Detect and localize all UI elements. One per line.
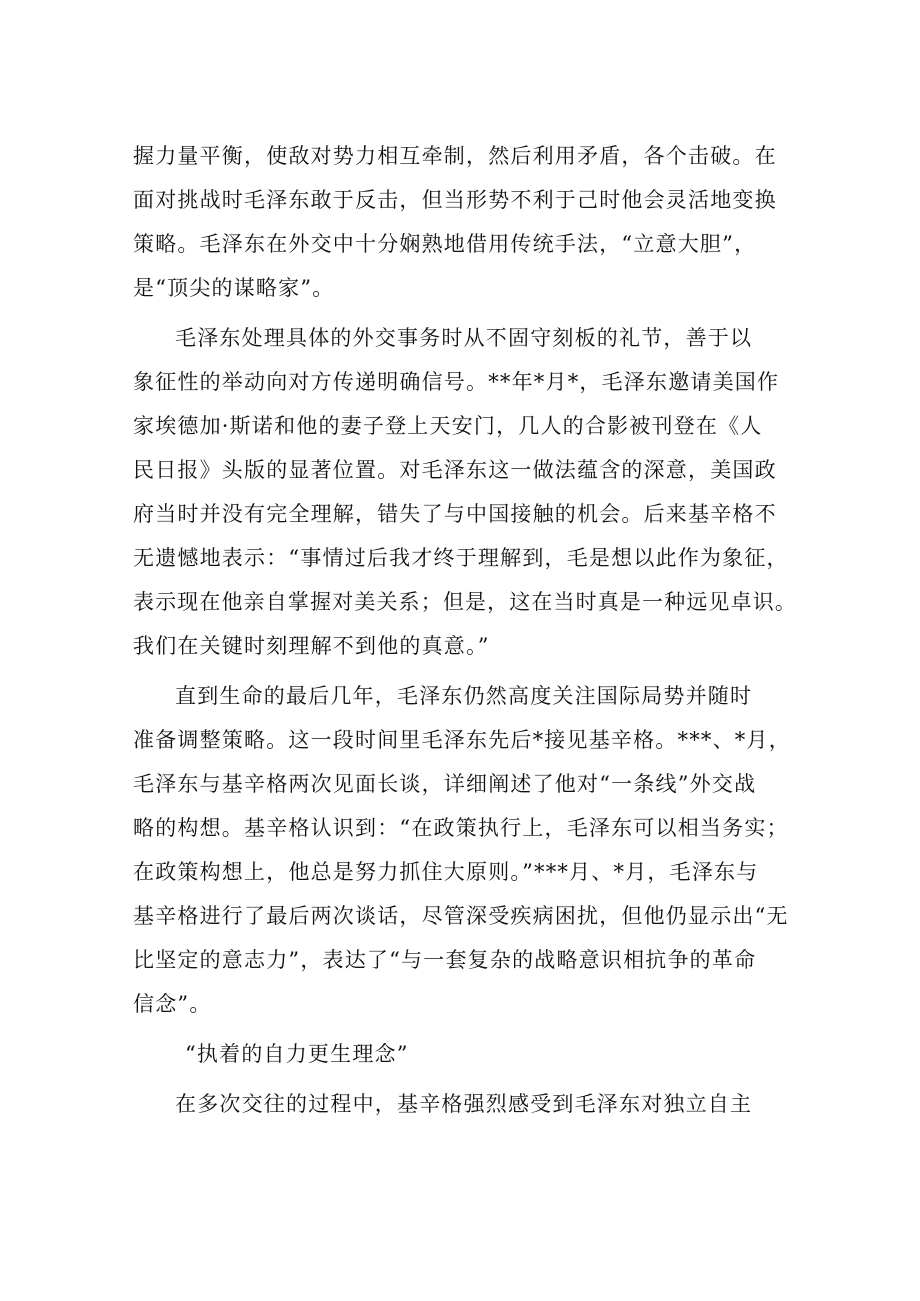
section-heading-line: “执着的自力更生理念” <box>185 1042 409 1066</box>
paragraph-3-line: 略的构想。基辛格认识到：“在政策执行上，毛泽东可以相当务实； <box>133 816 789 840</box>
paragraph-3-line: 基辛格进行了最后两次谈话，尽管深受疾病困扰，但他仍显示出“无 <box>133 904 789 928</box>
paragraph-3-line: 直到生命的最后几年，毛泽东仍然高度关注国际局势并随时 <box>175 684 753 708</box>
paragraph-2-line: 家埃德加·斯诺和他的妻子登上天安门，几人的合影被刊登在《人 <box>133 414 763 438</box>
paragraph-2-line: 象征性的举动向对方传递明确信号。**年*月*，毛泽东邀请美国作 <box>133 370 780 394</box>
paragraph-3-line: 在政策构想上，他总是努力抓住大原则。”***月、*月，毛泽东与 <box>133 860 759 884</box>
paragraph-3-line: 准备调整策略。这一段时间里毛泽东先后*接见基辛格。***、*月， <box>133 728 791 752</box>
paragraph-4-line: 在多次交往的过程中，基辛格强烈感受到毛泽东对独立自主 <box>175 1092 753 1116</box>
paragraph-2-line: 毛泽东处理具体的外交事务时从不固守刻板的礼节，善于以 <box>175 326 753 350</box>
paragraph-1-line: 握力量平衡，使敌对势力相互牵制，然后利用矛盾，各个击破。在 <box>133 144 777 168</box>
paragraph-1-line: 面对挑战时毛泽东敢于反击，但当形势不利于己时他会灵活地变换 <box>133 188 777 212</box>
paragraph-3-line: 比坚定的意志力”，表达了“与一套复杂的战略意识相抗争的革命 <box>133 948 757 972</box>
paragraph-2-line: 表示现在他亲自掌握对美关系；但是，这在当时真是一种远见卓识。 <box>133 590 798 614</box>
paragraph-1-line: 是“顶尖的谋略家”。 <box>133 276 335 300</box>
paragraph-2-line: 无遗憾地表示：“事情过后我才终于理解到，毛是想以此作为象征， <box>133 546 789 570</box>
paragraph-2-line: 我们在关键时刻理解不到他的真意。” <box>133 634 490 658</box>
paragraph-1-line: 策略。毛泽东在外交中十分娴熟地借用传统手法，“立意大胆”， <box>133 232 757 256</box>
paragraph-2-line: 府当时并没有完全理解，错失了与中国接触的机会。后来基辛格不 <box>133 502 777 526</box>
paragraph-3-line: 毛泽东与基辛格两次见面长谈，详细阐述了他对“一条线”外交战 <box>133 772 757 796</box>
paragraph-3-line: 信念”。 <box>133 992 212 1016</box>
paragraph-2-line: 民日报》头版的显著位置。对毛泽东这一做法蕴含的深意，美国政 <box>133 458 777 482</box>
